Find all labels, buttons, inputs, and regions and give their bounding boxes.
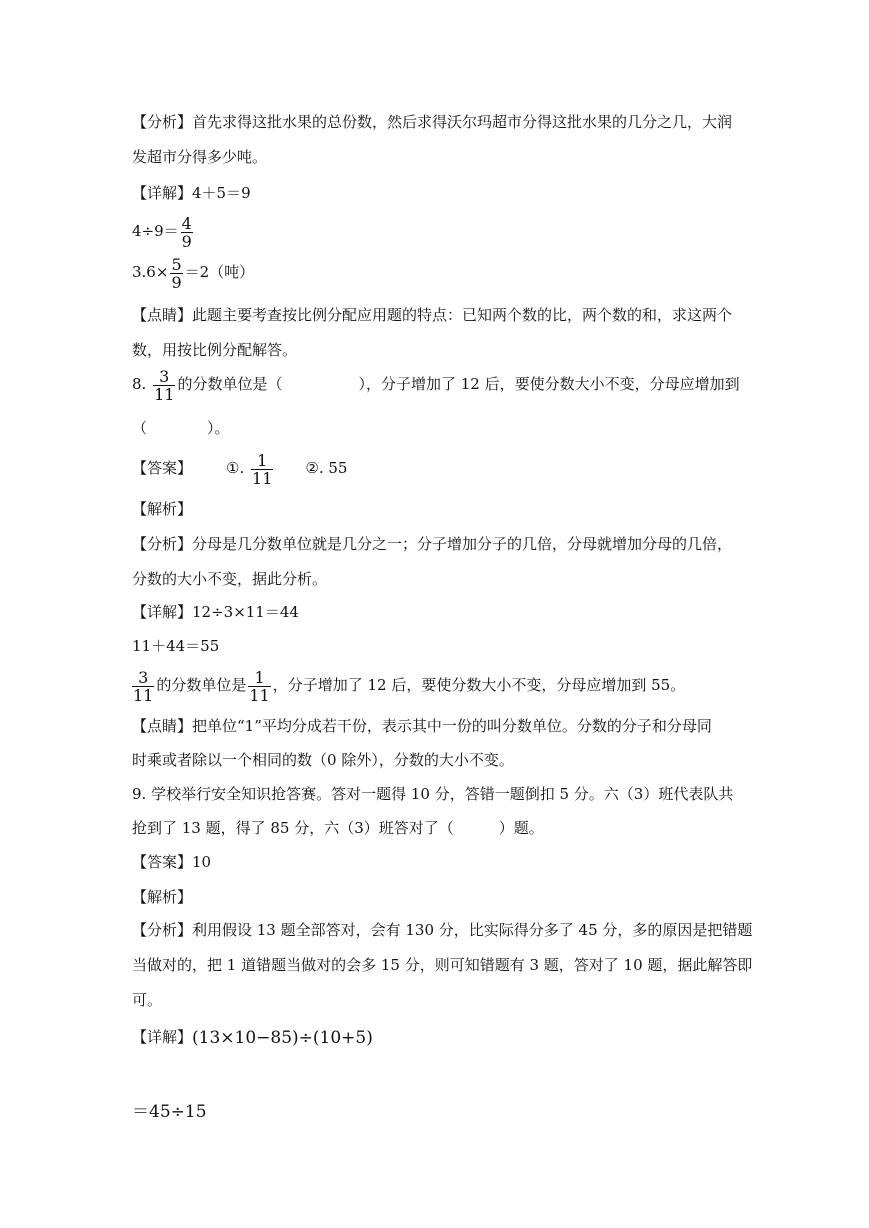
question-9-line-2: 抢到了 13 题，得了 85 分，六（3）班答对了（ ）题。 [132, 819, 544, 837]
question-text: 的分数单位是（ [177, 375, 283, 393]
fraction [132, 669, 154, 704]
detail-8-line-2: 11＋44＝55 [132, 637, 220, 655]
comment-line-1: 【点睛】此题主要考查按比例分配应用题的特点：已知两个数的比，两个数的和，求这两个 [132, 306, 733, 324]
math-expression: ＝45÷15 [132, 1102, 207, 1122]
denominator: 9 [171, 272, 182, 292]
question-8-line-2: （ ）。 [132, 419, 230, 437]
fraction [170, 256, 182, 291]
detail-text: ，分子增加了 12 后，要使分数大小不变，分母应增加到 55。 [272, 676, 686, 694]
analysis-9-line-1: 【分析】利用假设 13 题全部答对，会有 130 分，比实际得分多了 45 分，多的原因是把错题 [132, 921, 753, 939]
detail-label: 【详解】 [132, 1028, 193, 1046]
analysis-8-line-1: 【分析】分母是几分数单位就是几分之一；分子增加分子的几倍，分母就增加分母的几倍， [132, 535, 733, 553]
comment-8-line-2: 时乘或者除以一个相同的数（0 除外），分数的大小不变。 [132, 751, 514, 769]
detail-line-3 [132, 254, 254, 291]
answer-8 [132, 448, 347, 488]
comment-8-line-1: 【点睛】把单位“1”平均分成若干份，表示其中一份的叫分数单位。分数的分子和分母同 [132, 717, 712, 735]
analysis-9-line-2: 当做对的，把 1 道错题当做对的会多 15 分，则可知错题有 3 题，答对了 10 题，据此解答即 [132, 956, 753, 974]
explanation-label-9: 【解析】 [132, 888, 193, 906]
question-8-line-1 [132, 366, 740, 403]
denominator: 9 [181, 231, 192, 251]
detail-text: 的分数单位是 [156, 676, 247, 694]
question-9-line-1: 9. 学校举行安全知识抢答赛。答对一题得 10 分，答错一题倒扣 5 分。六（3）班代表队共 [132, 785, 734, 803]
expr-text: 4÷9＝ [132, 222, 179, 240]
analysis-line-1: 【分析】首先求得这批水果的总份数，然后求得沃尔玛超市分得这批水果的几分之几，大润 [132, 113, 733, 131]
analysis-9-line-3: 可。 [132, 991, 163, 1009]
expr-text: 3.6× [132, 263, 169, 281]
fraction [251, 452, 273, 487]
answer-item-1: ①. [226, 459, 245, 477]
question-number: 8. [132, 375, 147, 393]
denominator: 11 [249, 685, 270, 705]
fraction [181, 215, 193, 250]
detail-8-line-3 [132, 665, 685, 705]
denominator: 11 [133, 685, 154, 705]
expr-text: ＝2（吨） [184, 263, 255, 281]
analysis-line-2: 发超市分得多少吨。 [132, 148, 268, 166]
detail-line-2 [132, 213, 195, 250]
fraction [248, 669, 270, 704]
analysis-8-line-2: 分数的大小不变，据此分析。 [132, 570, 328, 588]
denominator: 11 [154, 384, 175, 404]
numerator: 1 [248, 669, 270, 687]
detail-8-line-1: 【详解】12÷3×11＝44 [132, 603, 299, 621]
numerator: 3 [132, 669, 154, 687]
question-text: ），分子增加了 12 后，要使分数大小不变，分母应增加到 [358, 375, 740, 393]
denominator: 11 [252, 468, 273, 488]
detail-9-line-1 [132, 1022, 373, 1053]
explanation-label-8: 【解析】 [132, 500, 193, 518]
comment-line-2: 数，用按比例分配解答。 [132, 341, 298, 359]
answer-9: 【答案】10 [132, 853, 212, 871]
detail-line-1: 【详解】4＋5＝9 [132, 184, 251, 202]
answer-label: 【答案】 [132, 459, 193, 477]
fraction [153, 368, 175, 403]
detail-9-line-2 [132, 1100, 207, 1123]
numerator: 1 [251, 452, 273, 470]
math-expression: (13×10−85)÷(10+5) [192, 1028, 373, 1048]
numerator: 4 [181, 213, 192, 233]
numerator: 3 [153, 368, 175, 386]
numerator: 5 [171, 254, 182, 274]
answer-item-2: ②. 55 [305, 459, 348, 477]
